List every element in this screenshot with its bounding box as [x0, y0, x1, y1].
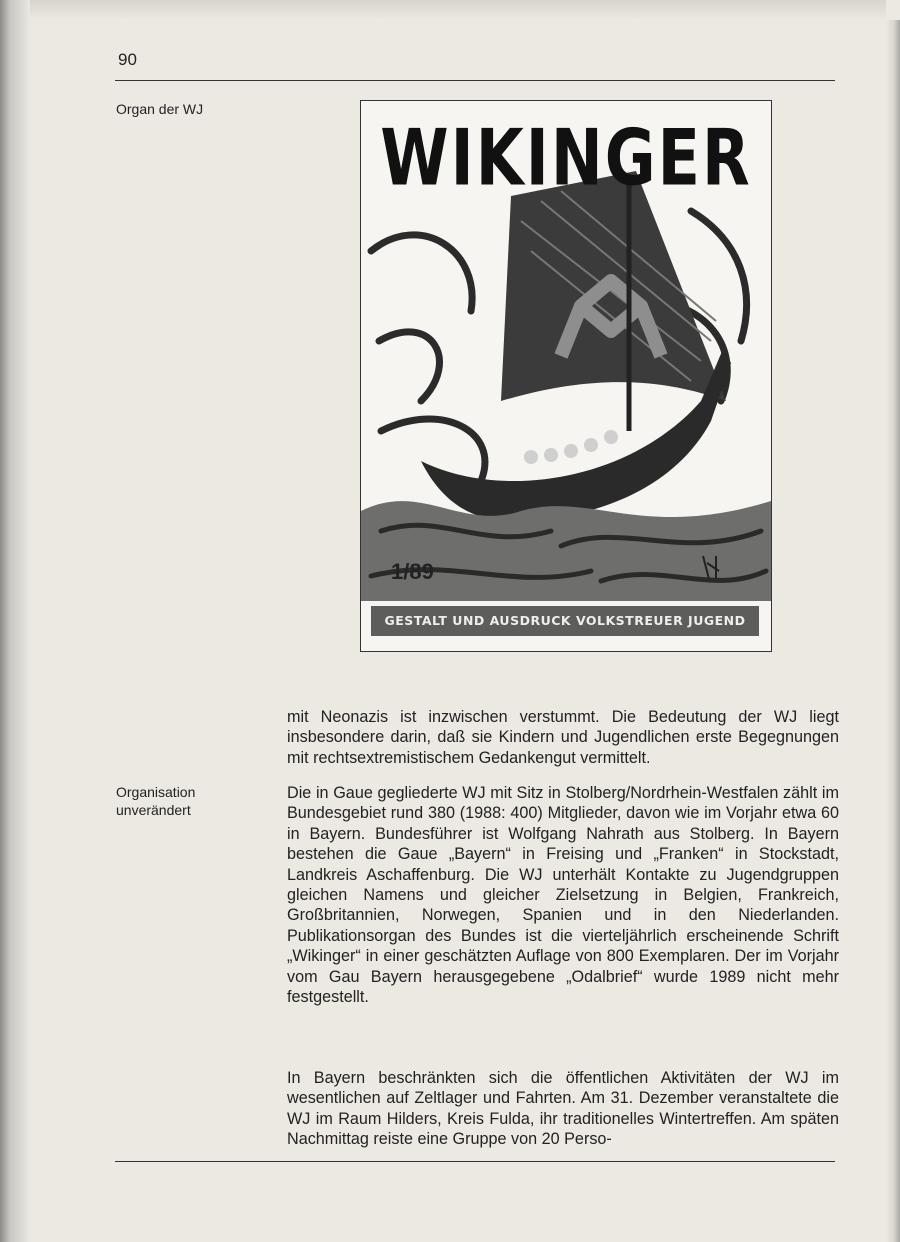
paragraph-text: Die in Gaue gegliederte WJ mit Sitz in Stolberg/Nordrhein-Westfalen zählt im Bundesgebiet rund 380 (1988: 400) Mitglieder, davon wie im Vorjahr etwa 60 in Bayern. Bundesführer ist Wolfgang Nahrath aus Stolberg. In Bayern bestehen die Gaue „Bayern“ in Freising und „Franken“ in Stockstadt, Landkreis Aschaffenburg. Die WJ unterhält Kontakte zu Jugendgruppen gleichen Namens und gleicher Zielsetzung in Belgien, Frankreich, Großbritannien, Norwegen, Spanien und in den Niederlanden. Publikationsorgan des Bundes ist die vierteljährlich erscheinende Schrift „Wikinger“ in einer geschätzten Auflage von 800 Exemplaren. Der im Vorjahr vom Gau Bayern herausgegebene „Odalbrief“ wurde 1989 nicht mehr festgestellt. [287, 784, 839, 1007]
margin-note-organisation [116, 783, 256, 819]
margin-note-organ: Organ der WJ [116, 101, 204, 117]
cover-issue-number: 1/89 [391, 559, 434, 584]
cover-subtitle-band: GESTALT UND AUSDRUCK VOLKSTREUER JUGEND [371, 606, 759, 636]
book-binding-shadow [0, 0, 30, 1242]
cover-title: WIKINGER [380, 111, 752, 204]
paragraph-text: In Bayern beschränkten sich die öffentlichen Aktivitäten der WJ im wesentlichen auf Zeltlager und Fahrten. Am 31. Dezember veranstaltete die WJ im Raum Hilders, Kreis Fulda, ihr traditionelles Wintertreffen. Am späten Nachmittag reiste eine Gruppe von 20 Perso- [287, 1069, 839, 1149]
paragraph [287, 1068, 839, 1163]
margin-note-line: Organisation [116, 784, 196, 800]
page-top-shadow [30, 0, 886, 20]
page-number: 90 [118, 50, 137, 69]
paragraph [287, 707, 839, 781]
paragraph [287, 783, 839, 1020]
paragraph-text: mit Neonazis ist inzwischen verstummt. Die Bedeutung der WJ liegt insbesondere darin, daß sie Kindern und Jugendlichen erste Begegnungen mit rechtsextremistischem Gedankengut vermittelt. [287, 708, 839, 767]
header-rule [115, 80, 835, 81]
margin-note-line: unverändert [116, 802, 191, 818]
page-edge [886, 20, 900, 1242]
footer-rule [115, 1161, 835, 1162]
wikinger-cover-image [360, 100, 772, 652]
